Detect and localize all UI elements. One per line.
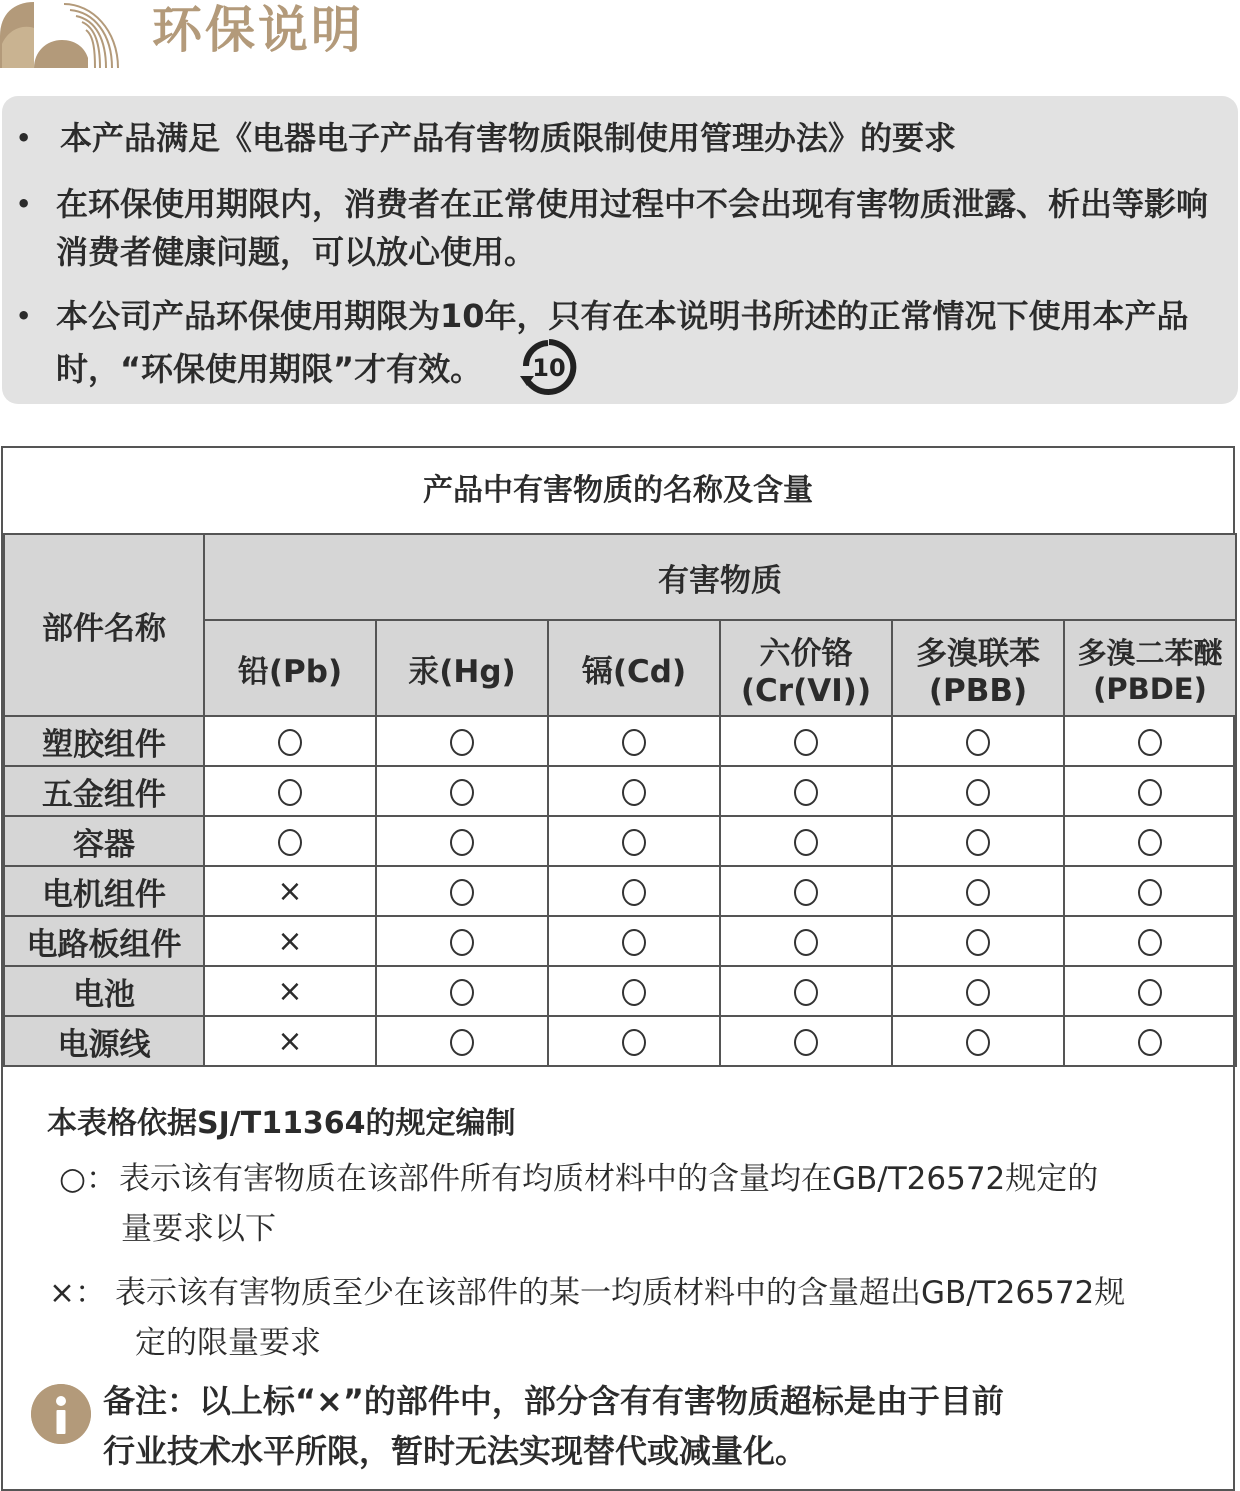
compliant-mark bbox=[892, 1016, 1064, 1066]
table-caption: 产品中有害物质的名称及含量 bbox=[3, 448, 1233, 535]
table-row bbox=[4, 816, 1236, 866]
compliant-mark bbox=[720, 766, 892, 816]
circle-mark bbox=[794, 979, 818, 1006]
substance-table-grid bbox=[3, 533, 1237, 1067]
circle-mark bbox=[622, 829, 646, 856]
column-header: 多溴二苯醚 (PBDE) bbox=[1064, 620, 1236, 716]
circle-mark bbox=[966, 729, 990, 756]
compliant-mark bbox=[1064, 816, 1236, 866]
compliant-mark bbox=[1064, 716, 1236, 766]
legend-text: 表示该有害物质在该部件所有均质材料中的含量均在GB/T26572规定的 bbox=[119, 1161, 1099, 1197]
circle-mark bbox=[450, 729, 474, 756]
compliant-mark bbox=[376, 916, 548, 966]
compliant-mark bbox=[720, 916, 892, 966]
bullet-dot: • bbox=[16, 302, 32, 330]
compliant-mark bbox=[548, 866, 720, 916]
column-header: 汞(Hg) bbox=[376, 620, 548, 716]
bullet-text: 在环保使用期限内，消费者在正常使用过程中不会出现有害物质泄露、析出等影响消费者健康问题，可以放心使用。 bbox=[56, 185, 1209, 271]
part-name-cell: 电源线 bbox=[4, 1016, 204, 1066]
circle-mark bbox=[622, 879, 646, 906]
circle-mark bbox=[794, 1029, 818, 1056]
compliant-mark bbox=[204, 766, 376, 816]
legend-text: 表示该有害物质至少在该部件的某一均质材料中的含量超出GB/T26572规 bbox=[115, 1275, 1126, 1311]
compliant-mark bbox=[548, 916, 720, 966]
legend-symbol: ×： bbox=[49, 1275, 106, 1311]
circle-mark bbox=[1138, 1029, 1162, 1056]
circle-mark bbox=[1138, 879, 1162, 906]
circle-mark bbox=[794, 779, 818, 806]
compliant-mark bbox=[376, 966, 548, 1016]
compliant-mark bbox=[548, 1016, 720, 1066]
circle-mark bbox=[1138, 979, 1162, 1006]
compliant-mark bbox=[720, 1016, 892, 1066]
compliant-mark bbox=[548, 816, 720, 866]
circle-mark bbox=[1138, 929, 1162, 956]
eco-period-10-icon bbox=[518, 336, 580, 398]
bullet-dot: • bbox=[16, 124, 32, 152]
compliant-mark bbox=[376, 816, 548, 866]
part-name-cell: 塑胶组件 bbox=[4, 716, 204, 766]
compliant-mark bbox=[892, 716, 1064, 766]
circle-mark bbox=[622, 1029, 646, 1056]
exceeds-mark: × bbox=[204, 1016, 376, 1066]
part-name-cell: 五金组件 bbox=[4, 766, 204, 816]
circle-mark bbox=[1138, 729, 1162, 756]
part-name-cell: 容器 bbox=[4, 816, 204, 866]
exceeds-mark: × bbox=[204, 866, 376, 916]
compliant-mark bbox=[376, 716, 548, 766]
part-name-cell: 电池 bbox=[4, 966, 204, 1016]
column-header: 镉(Cd) bbox=[548, 620, 720, 716]
compliant-mark bbox=[720, 816, 892, 866]
circle-mark bbox=[278, 729, 302, 756]
circle-mark bbox=[622, 779, 646, 806]
bullet-text: 本产品满足《电器电子产品有害物质限制使用管理办法》的要求 bbox=[60, 119, 957, 157]
legend-text: 定的限量要求 bbox=[135, 1325, 321, 1361]
column-header: 铅(Pb) bbox=[204, 620, 376, 716]
circle-mark bbox=[966, 879, 990, 906]
circle-mark bbox=[450, 1029, 474, 1056]
compliant-mark bbox=[1064, 966, 1236, 1016]
compliant-mark bbox=[720, 866, 892, 916]
page-title: 环保说明 bbox=[152, 1, 364, 59]
compliant-mark bbox=[892, 966, 1064, 1016]
column-header: 六价铬 (Cr(VI)) bbox=[720, 620, 892, 716]
compliant-mark bbox=[892, 816, 1064, 866]
page-header bbox=[0, 0, 1240, 80]
compliant-mark bbox=[1064, 866, 1236, 916]
compliant-mark bbox=[1064, 916, 1236, 966]
circle-mark bbox=[622, 979, 646, 1006]
circle-mark bbox=[1138, 779, 1162, 806]
circle-mark bbox=[794, 929, 818, 956]
table-row bbox=[4, 866, 1236, 916]
remark-note: 备注：以上标“×”的部件中，部分含有有害物质超标是由于目前 行业技术水平所限，暂时无法实现替代或减量化。 bbox=[103, 1382, 1004, 1470]
compliant-mark bbox=[204, 816, 376, 866]
legend-symbol: ○： bbox=[59, 1161, 118, 1197]
compliant-mark bbox=[548, 716, 720, 766]
table-row bbox=[4, 966, 1236, 1016]
table-body bbox=[4, 716, 1236, 1066]
table-row bbox=[4, 1016, 1236, 1066]
circle-mark bbox=[966, 1029, 990, 1056]
circle-mark bbox=[450, 929, 474, 956]
bullet-text: 本公司产品环保使用期限为10年，只有在本说明书所述的正常情况下使用本产品时，“环保使用期限”才有效。 10 bbox=[56, 292, 1226, 402]
part-name-cell: 电路板组件 bbox=[4, 916, 204, 966]
hazardous-substance-header: 有害物质 bbox=[204, 534, 1236, 620]
circle-mark bbox=[622, 929, 646, 956]
compliant-mark bbox=[720, 716, 892, 766]
compliant-mark bbox=[1064, 1016, 1236, 1066]
column-header: 多溴联苯 (PBB) bbox=[892, 620, 1064, 716]
circle-mark bbox=[966, 979, 990, 1006]
circle-mark bbox=[794, 879, 818, 906]
compliant-mark bbox=[892, 916, 1064, 966]
compliant-mark bbox=[892, 866, 1064, 916]
circle-mark bbox=[966, 829, 990, 856]
circle-mark bbox=[966, 929, 990, 956]
svg-text:10: 10 bbox=[532, 354, 566, 382]
circle-mark bbox=[450, 829, 474, 856]
circle-mark bbox=[1138, 829, 1162, 856]
compliant-mark bbox=[548, 966, 720, 1016]
circle-mark bbox=[794, 729, 818, 756]
compliant-mark bbox=[1064, 766, 1236, 816]
circle-mark bbox=[450, 979, 474, 1006]
circle-mark bbox=[278, 779, 302, 806]
compliant-mark bbox=[376, 866, 548, 916]
bullet-dot: • bbox=[16, 190, 32, 218]
circle-mark bbox=[794, 829, 818, 856]
circle-mark bbox=[966, 779, 990, 806]
circle-mark bbox=[278, 829, 302, 856]
info-icon bbox=[31, 1384, 91, 1444]
circle-mark bbox=[450, 779, 474, 806]
compliant-mark bbox=[376, 766, 548, 816]
brand-logo-icon bbox=[0, 0, 130, 72]
exceeds-mark: × bbox=[204, 966, 376, 1016]
table-row bbox=[4, 766, 1236, 816]
circle-mark bbox=[450, 879, 474, 906]
notes-title: 本表格依据SJ/T11364的规定编制 bbox=[47, 1106, 516, 1141]
exceeds-mark: × bbox=[204, 916, 376, 966]
table-row bbox=[4, 916, 1236, 966]
table-row bbox=[4, 716, 1236, 766]
hazardous-substance-table bbox=[1, 446, 1235, 1491]
environmental-info-box bbox=[2, 96, 1238, 404]
compliant-mark bbox=[720, 966, 892, 1016]
part-name-header: 部件名称 bbox=[4, 534, 204, 716]
compliant-mark bbox=[548, 766, 720, 816]
circle-mark bbox=[622, 729, 646, 756]
legend-text: 量要求以下 bbox=[121, 1211, 276, 1247]
part-name-cell: 电机组件 bbox=[4, 866, 204, 916]
compliant-mark bbox=[892, 766, 1064, 816]
compliant-mark bbox=[376, 1016, 548, 1066]
compliant-mark bbox=[204, 716, 376, 766]
